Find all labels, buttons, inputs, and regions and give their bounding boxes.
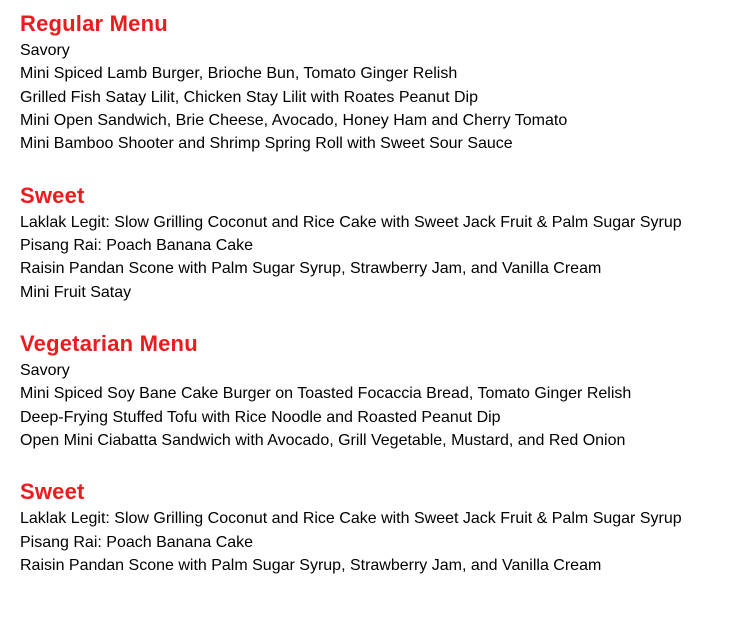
menu-line: Pisang Rai: Poach Banana Cake bbox=[20, 236, 254, 254]
menu-section bbox=[20, 329, 712, 452]
menu-line: Mini Spiced Lamb Burger, Brioche Bun, Tomato Ginger Relish bbox=[20, 65, 458, 83]
menu-line: Grilled Fish Satay Lilit, Chicken Stay Lilit with Roates Peanut Dip bbox=[20, 88, 478, 106]
menu-line: Laklak Legit: Slow Grilling Coconut and Rice Cake with Sweet Jack Fruit & Palm Sugar Syrup bbox=[20, 213, 682, 231]
menu-line: Open Mini Ciabatta Sandwich with Avocado, Grill Vegetable, Mustard, and Red Onion bbox=[20, 431, 626, 449]
menu-line: Mini Fruit Satay bbox=[20, 283, 132, 301]
section-heading: Vegetarian Menu bbox=[20, 330, 198, 356]
menu-line: Mini Bamboo Shooter and Shrimp Spring Roll with Sweet Sour Sauce bbox=[20, 135, 513, 153]
menu-line: Mini Open Sandwich, Brie Cheese, Avocado, Honey Ham and Cherry Tomato bbox=[20, 111, 568, 129]
menu-section bbox=[20, 181, 712, 304]
menu-line: Mini Spiced Soy Bane Cake Burger on Toasted Focaccia Bread, Tomato Ginger Relish bbox=[20, 385, 632, 403]
menu-line: Pisang Rai: Poach Banana Cake bbox=[20, 533, 254, 551]
menu-section bbox=[20, 9, 712, 156]
section-heading: Sweet bbox=[20, 182, 85, 208]
menu-line: Savory bbox=[20, 42, 70, 59]
menu-line: Raisin Pandan Scone with Palm Sugar Syrup, Strawberry Jam, and Vanilla Cream bbox=[20, 556, 602, 574]
menu-line: Deep-Frying Stuffed Tofu with Rice Noodle and Roasted Peanut Dip bbox=[20, 408, 501, 426]
menu-line: Raisin Pandan Scone with Palm Sugar Syrup, Strawberry Jam, and Vanilla Cream bbox=[20, 260, 602, 278]
menu-line: Savory bbox=[20, 361, 70, 379]
section-heading: Sweet bbox=[20, 479, 85, 505]
section-heading: Regular Menu bbox=[20, 11, 168, 36]
menu-line: Laklak Legit: Slow Grilling Coconut and Rice Cake with Sweet Jack Fruit & Palm Sugar Syrup bbox=[20, 510, 682, 528]
menu-section bbox=[20, 477, 712, 577]
